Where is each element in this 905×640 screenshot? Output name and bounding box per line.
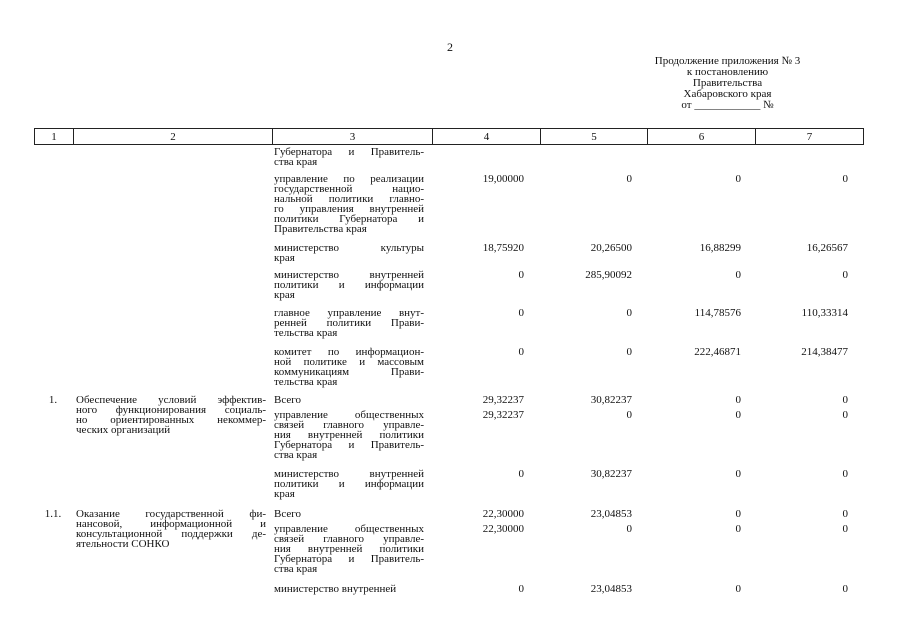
executor-cell — [274, 308, 424, 338]
appendix-header-line: от ____________ № — [681, 99, 774, 111]
executor-line: ства края — [274, 563, 318, 575]
executor-line: Всего — [274, 394, 301, 406]
value-cell: 22,30000 — [482, 508, 524, 520]
value-cell: 0 — [518, 269, 524, 281]
executor-cell — [274, 347, 424, 387]
executor-line: тельства края — [274, 376, 338, 388]
value-cell: 285,90092 — [585, 269, 632, 281]
executor-cell — [274, 584, 424, 594]
executor-line: края — [274, 252, 295, 264]
executor-line: министерство внутренней — [274, 468, 424, 480]
executor-line: Губернатора и Правитель- — [274, 553, 424, 565]
executor-line: Всего — [274, 508, 301, 520]
value-cell: 0 — [735, 583, 741, 595]
activity-line: ятельности СОНКО — [76, 538, 170, 550]
activity-name — [76, 509, 266, 549]
column-number: 6 — [648, 129, 756, 145]
value-cell: 0 — [518, 468, 524, 480]
appendix-header-line: Правительства — [692, 77, 763, 89]
executor-line: го управления внутренней — [274, 203, 424, 215]
executor-line: управление общественных — [274, 409, 424, 421]
value-cell: 214,38477 — [801, 346, 848, 358]
executor-line: тельства края — [274, 327, 338, 339]
activity-line: нансовой, информационной и — [76, 518, 266, 530]
value-cell: 114,78576 — [694, 307, 741, 319]
value-cell: 0 — [842, 508, 848, 520]
value-cell: 22,30000 — [482, 523, 524, 535]
executor-cell — [274, 270, 424, 300]
executor-cell — [274, 174, 424, 234]
executor-cell — [274, 147, 424, 167]
value-cell: 0 — [842, 523, 848, 535]
activity-index: 1. — [48, 394, 58, 406]
value-cell: 18,75920 — [482, 242, 524, 254]
executor-line: главное управление внут- — [274, 307, 424, 319]
value-cell: 16,26567 — [806, 242, 848, 254]
activity-line: Обеспечение условий эффектив- — [76, 394, 266, 406]
value-cell: 0 — [518, 346, 524, 358]
value-cell: 0 — [842, 269, 848, 281]
value-cell: 0 — [842, 394, 848, 406]
executor-line: политики и информации — [274, 279, 424, 291]
executor-line: ной политике и массовым — [274, 356, 424, 368]
executor-line: политики и информации — [274, 478, 424, 490]
executor-line: государственной нацио- — [274, 183, 424, 195]
value-cell: 0 — [735, 523, 741, 535]
activity-line: но ориентированных некоммер- — [76, 414, 266, 426]
appendix-header-line: к постановлению — [686, 66, 769, 78]
executor-line: ния внутренней политики — [274, 429, 424, 441]
value-cell: 110,33314 — [801, 307, 848, 319]
value-cell: 0 — [842, 409, 848, 421]
value-cell: 0 — [735, 269, 741, 281]
value-cell: 20,26500 — [590, 242, 632, 254]
executor-line: управление общественных — [274, 523, 424, 535]
value-cell: 29,32237 — [482, 409, 524, 421]
activity-line: Оказание государственной фи- — [76, 508, 266, 520]
executor-cell — [274, 395, 424, 405]
executor-line: политики Губернатора и — [274, 213, 424, 225]
executor-line: края — [274, 488, 295, 500]
column-number: 1 — [35, 129, 74, 145]
executor-cell — [274, 469, 424, 499]
executor-line: связей главного управле- — [274, 419, 424, 431]
executor-line: ства края — [274, 156, 318, 168]
executor-line: Правительства края — [274, 223, 367, 235]
value-cell: 0 — [626, 173, 632, 185]
executor-line: края — [274, 289, 295, 301]
executor-line: министерство внутренней — [274, 583, 397, 595]
value-cell: 0 — [626, 346, 632, 358]
executor-line: Губернатора и Правитель- — [274, 439, 424, 451]
executor-line: министерство культуры — [274, 242, 424, 254]
appendix-header-line: Хабаровского края — [683, 88, 772, 100]
column-number-header — [34, 128, 864, 145]
value-cell: 0 — [735, 394, 741, 406]
activity-index: 1.1. — [44, 508, 62, 520]
value-cell: 0 — [842, 468, 848, 480]
column-number: 3 — [273, 129, 433, 145]
value-cell: 0 — [842, 583, 848, 595]
appendix-header — [620, 56, 835, 111]
executor-cell — [274, 410, 424, 460]
value-cell: 0 — [735, 468, 741, 480]
executor-line: ства края — [274, 449, 318, 461]
executor-cell — [274, 243, 424, 263]
executor-line: нальной политики главно- — [274, 193, 424, 205]
value-cell: 0 — [735, 409, 741, 421]
value-cell: 0 — [518, 307, 524, 319]
appendix-header-line: Продолжение приложения № 3 — [654, 55, 801, 67]
executor-line: ренней политики Прави- — [274, 317, 424, 329]
value-cell: 23,04853 — [590, 583, 632, 595]
executor-cell — [274, 509, 424, 519]
executor-line: Губернатора и Правитель- — [274, 146, 424, 158]
value-cell: 19,00000 — [482, 173, 524, 185]
value-cell: 30,82237 — [590, 394, 632, 406]
activity-line: ного функционирования социаль- — [76, 404, 266, 416]
value-cell: 29,32237 — [482, 394, 524, 406]
value-cell: 0 — [518, 583, 524, 595]
value-cell: 0 — [626, 307, 632, 319]
value-cell: 0 — [626, 523, 632, 535]
executor-line: коммуникациям Прави- — [274, 366, 424, 378]
value-cell: 0 — [735, 508, 741, 520]
value-cell: 23,04853 — [590, 508, 632, 520]
executor-cell — [274, 524, 424, 574]
activity-line: консультационной поддержки де- — [76, 528, 266, 540]
value-cell: 30,82237 — [590, 468, 632, 480]
value-cell: 222,46871 — [694, 346, 741, 358]
executor-line: ния внутренней политики — [274, 543, 424, 555]
page-number: 2 — [447, 40, 453, 54]
executor-line: министерство внутренней — [274, 269, 424, 281]
column-number: 5 — [541, 129, 648, 145]
value-cell: 16,88299 — [699, 242, 741, 254]
column-number: 4 — [433, 129, 541, 145]
activity-name — [76, 395, 266, 435]
activity-line: ческих организаций — [76, 424, 171, 436]
value-cell: 0 — [735, 173, 741, 185]
column-number: 7 — [756, 129, 864, 145]
column-number: 2 — [74, 129, 273, 145]
executor-line: управление по реализации — [274, 173, 424, 185]
executor-line: связей главного управле- — [274, 533, 424, 545]
value-cell: 0 — [842, 173, 848, 185]
value-cell: 0 — [626, 409, 632, 421]
executor-line: комитет по информацион- — [274, 346, 424, 358]
